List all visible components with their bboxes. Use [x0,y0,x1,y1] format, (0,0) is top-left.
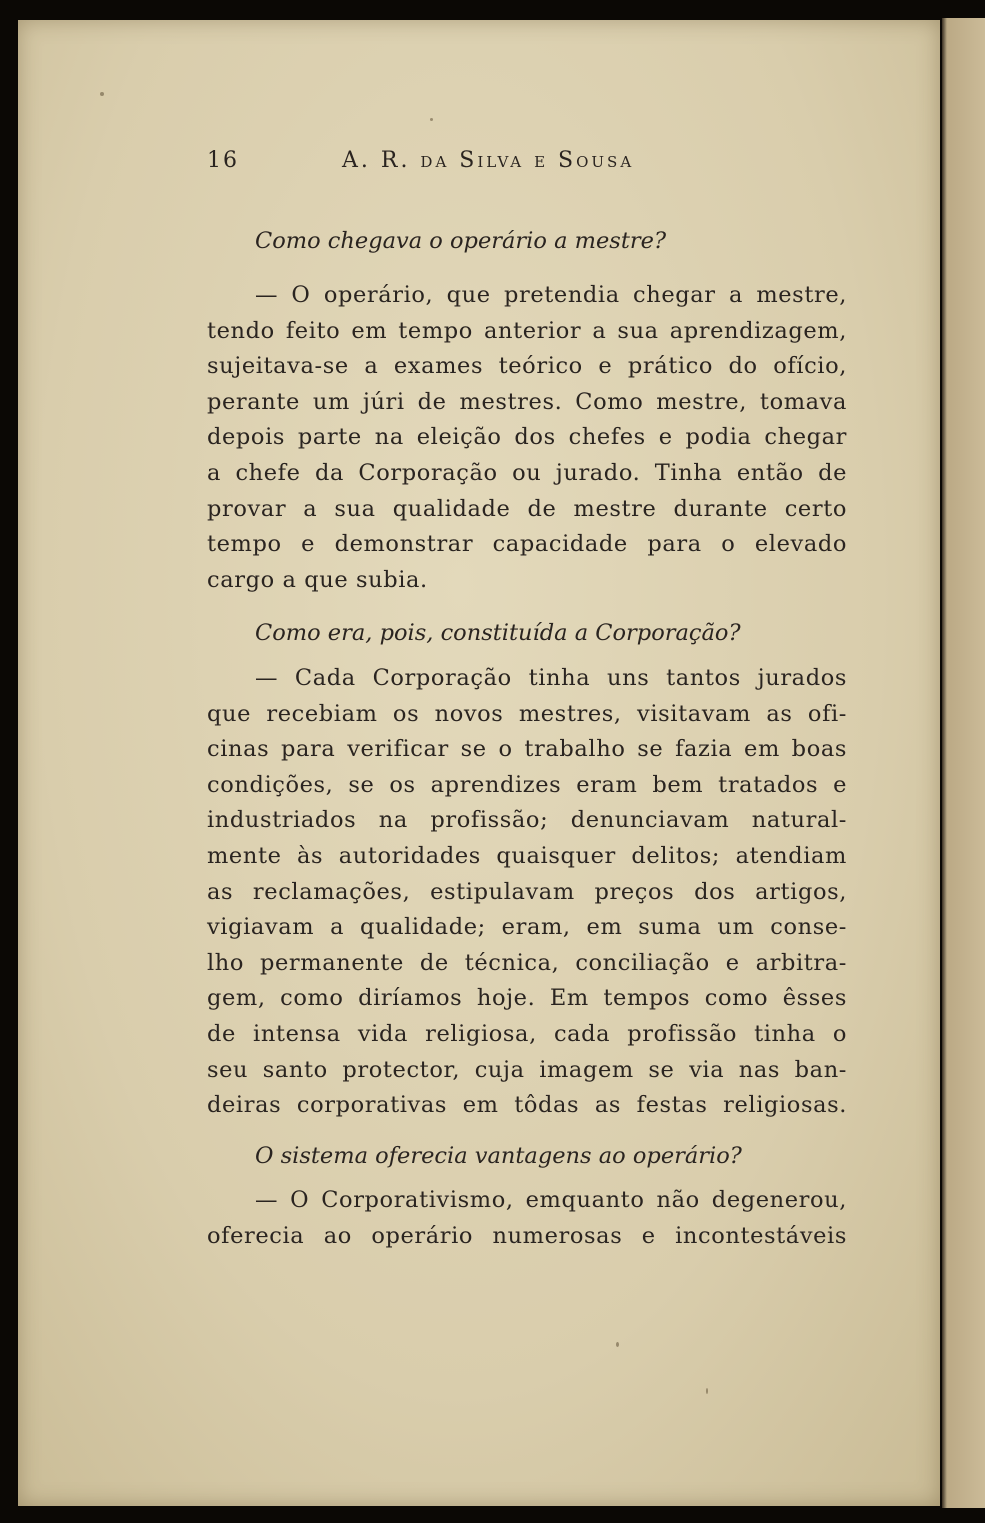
text-line: seu santo protector, cuja imagem se via nas ban- [207,1056,847,1083]
answer-paragraph [207,1183,847,1254]
answer-paragraph [207,278,847,598]
text-line: depois parte na eleição dos chefes e podia chegar [207,424,847,451]
paper-speck [100,92,104,96]
text-line: lho permanente de técnica, conciliação e arbitra- [207,949,847,976]
text-line: perante um júri de mestres. Como mestre, tomava [207,388,847,415]
text-line: cargo a que subia. [207,566,428,593]
text-line: gem, como diríamos hoje. Em tempos como êsses [207,985,847,1012]
paper-speck [616,1342,619,1347]
author-name: A. R. da Silva e Sousa [342,148,635,173]
question-heading: Como era, pois, constituída a Corporação? [255,620,741,646]
text-line: de intensa vida religiosa, cada profissão tinha o [207,1020,847,1047]
text-line: cinas para verificar se o trabalho se fazia em boas [207,736,847,763]
text-line: oferecia ao operário numerosas e incontestáveis [207,1222,847,1249]
running-head [207,148,847,182]
text-line: industriados na profissão; denunciavam natural- [207,807,847,834]
text-line: — O Corporativismo, emquanto não degenerou, [255,1187,847,1213]
text-line: deiras corporativas em tôdas as festas religiosas. [207,1092,847,1119]
answer-paragraph [207,661,847,1124]
question-heading: O sistema oferecia vantagens ao operário? [255,1143,742,1169]
text-line: as reclamações, estipulavam preços dos artigos, [207,878,847,905]
facing-page-edge [942,18,985,1508]
text-line: que recebiam os novos mestres, visitavam as ofi- [207,700,847,727]
text-line: — Cada Corporação tinha uns tantos jurados [255,665,847,691]
text-line: a chefe da Corporação ou jurado. Tinha então de [207,459,847,486]
text-line: condições, se os aprendizes eram bem tratados e [207,771,847,798]
text-line: tempo e demonstrar capacidade para o elevado [207,531,847,558]
page-number: 16 [207,148,239,173]
paper-speck [430,118,433,121]
text-line: tendo feito em tempo anterior a sua aprendizagem, [207,317,847,344]
text-line: vigiavam a qualidade; eram, em suma um conse- [207,914,847,941]
text-line: provar a sua qualidade de mestre durante certo [207,495,847,522]
question-heading: Como chegava o operário a mestre? [255,228,667,254]
text-line: sujeitava-se a exames teórico e prático do ofício, [207,353,847,380]
text-line: — O operário, que pretendia chegar a mestre, [255,282,847,308]
paper-speck [706,1388,708,1394]
text-line: mente às autoridades quaisquer delitos; atendiam [207,842,847,869]
